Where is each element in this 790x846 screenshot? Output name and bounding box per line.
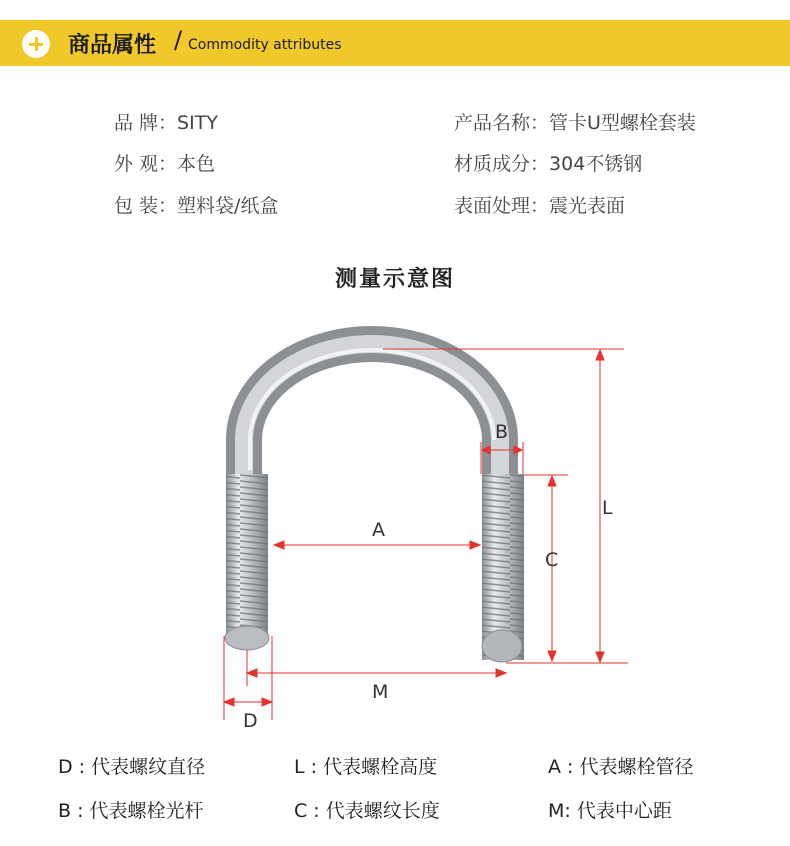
attr-value: 塑料袋/纸盒 bbox=[177, 195, 279, 217]
attr-label: 产品名称： bbox=[454, 112, 550, 134]
legend-item-m: M: 代表中心距 bbox=[548, 800, 672, 822]
left-threaded-leg bbox=[225, 474, 269, 650]
attr-value: SITY bbox=[177, 112, 218, 134]
attr-value: 304不锈钢 bbox=[549, 153, 643, 175]
dim-label-L: L bbox=[602, 497, 613, 519]
dim-label-A: A bbox=[372, 519, 385, 541]
legend-item-a: A : 代表螺栓管径 bbox=[548, 756, 694, 778]
legend-item-b: B : 代表螺栓光杆 bbox=[58, 800, 204, 822]
header-subtitle: Commodity attributes bbox=[188, 37, 342, 53]
legend-item-l: L : 代表螺栓高度 bbox=[294, 756, 438, 778]
diagram-title: 测量示意图 bbox=[334, 267, 455, 292]
attr-label: 品 牌： bbox=[114, 112, 178, 134]
dimension-lines bbox=[224, 349, 628, 720]
legend-item-c: C : 代表螺纹长度 bbox=[294, 800, 440, 822]
dim-label-B: B bbox=[495, 421, 509, 443]
dim-label-D: D bbox=[243, 710, 258, 732]
attr-label: 材质成分： bbox=[454, 153, 550, 175]
dim-label-C: C bbox=[545, 549, 559, 571]
attr-label: 包 装： bbox=[114, 195, 178, 217]
attr-value: 管卡U型螺栓套装 bbox=[549, 112, 696, 134]
header-title: 商品属性 bbox=[68, 33, 157, 58]
attr-label: 外 观： bbox=[114, 153, 178, 175]
attr-value: 本色 bbox=[177, 153, 216, 175]
right-threaded-leg bbox=[482, 474, 524, 662]
legend-item-d: D : 代表螺纹直径 bbox=[58, 756, 206, 778]
dim-label-M: M bbox=[372, 681, 389, 703]
attr-value: 震光表面 bbox=[549, 195, 626, 217]
attr-label: 表面处理： bbox=[454, 195, 550, 217]
header-slash: / bbox=[174, 26, 183, 54]
